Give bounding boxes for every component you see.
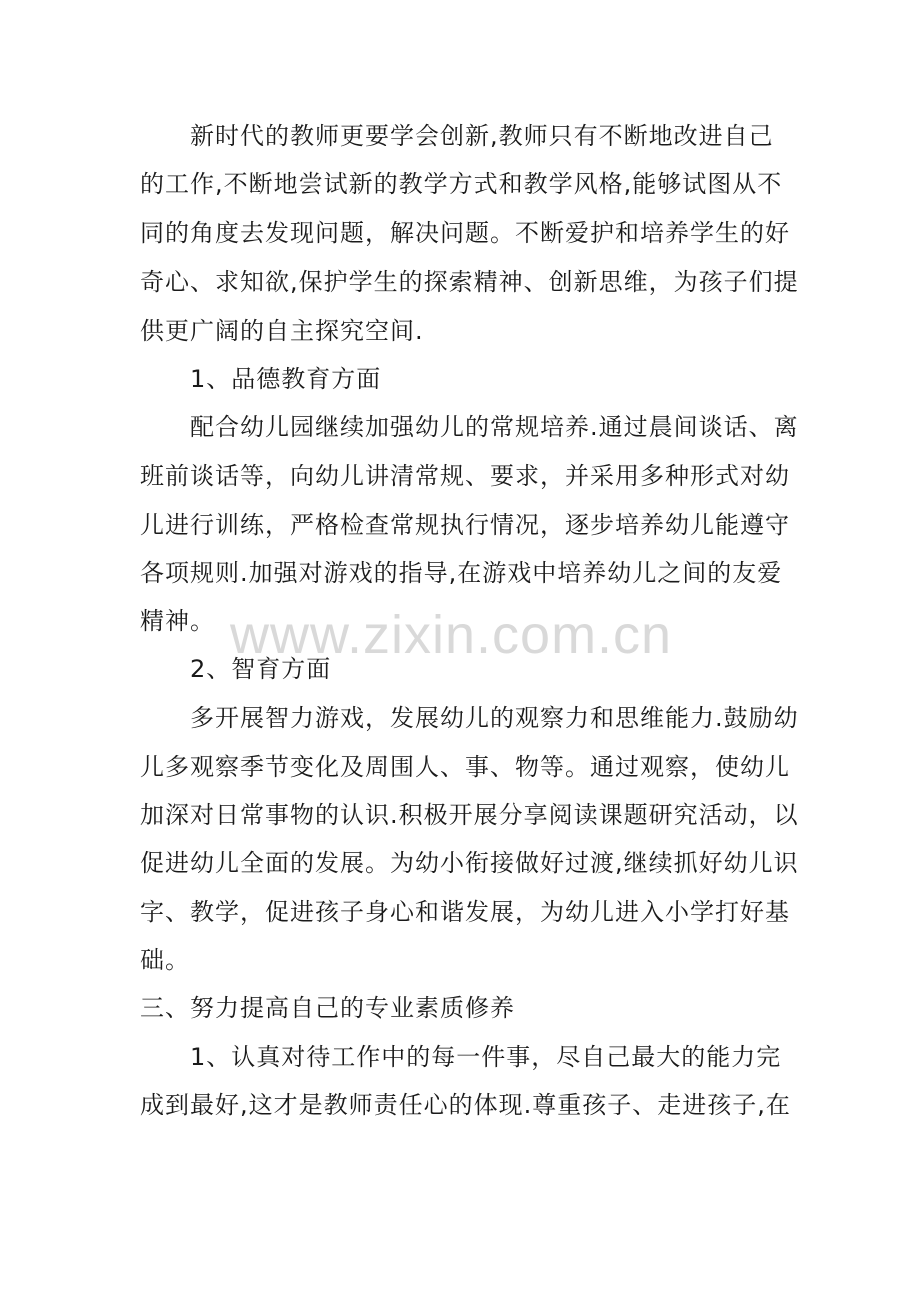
text-line: 同的角度去发现问题，解决问题。不断爱护和培养学生的好 bbox=[140, 219, 790, 247]
text-line: 精神。 bbox=[140, 607, 215, 635]
text-line: 的工作,不断地尝试新的教学方式和教学风格,能够试图从不 bbox=[140, 170, 783, 198]
section-heading: 三、努力提高自己的专业素质修养 bbox=[140, 994, 515, 1022]
text-line: 儿多观察季节变化及周围人、事、物等。通过观察，使幼儿 bbox=[140, 753, 790, 781]
text-line: 字、教学，促进孩子身心和谐发展，为幼儿进入小学打好基 bbox=[140, 898, 790, 926]
text-line: 加深对日常事物的认识.积极开展分享阅读课题研究活动，以 bbox=[140, 801, 799, 829]
text-line: 新时代的教师更要学会创新,教师只有不断地改进自己 bbox=[190, 122, 774, 150]
text-line: 1、认真对待工作中的每一件事，尽自己最大的能力完 bbox=[190, 1043, 782, 1071]
section-heading: 2、智育方面 bbox=[190, 655, 332, 683]
text-line: 奇心、求知欲,保护学生的探索精神、创新思维，为孩子们提 bbox=[140, 268, 799, 296]
text-line: 各项规则.加强对游戏的指导,在游戏中培养幼儿之间的友爱 bbox=[140, 559, 783, 587]
text-line: 础。 bbox=[140, 946, 190, 974]
text-line: 儿进行训练，严格检查常规执行情况，逐步培养幼儿能遵守 bbox=[140, 511, 790, 539]
text-line: 促进幼儿全面的发展。为幼小衔接做好过渡,继续抓好幼儿识 bbox=[140, 849, 799, 877]
section-heading: 1、品德教育方面 bbox=[190, 365, 382, 393]
text-line: 班前谈话等，向幼儿讲清常规、要求，并采用多种形式对幼 bbox=[140, 462, 790, 490]
watermark: www.zixin.com.cn bbox=[230, 605, 673, 665]
text-line: 供更广阔的自主探究空间. bbox=[140, 317, 424, 345]
text-line: 成到最好,这才是教师责任心的体现.尊重孩子、走进孩子,在 bbox=[140, 1091, 791, 1119]
text-line: 配合幼儿园继续加强幼儿的常规培养.通过晨间谈话、离 bbox=[190, 413, 799, 441]
text-line: 多开展智力游戏，发展幼儿的观察力和思维能力.鼓励幼 bbox=[190, 704, 799, 732]
